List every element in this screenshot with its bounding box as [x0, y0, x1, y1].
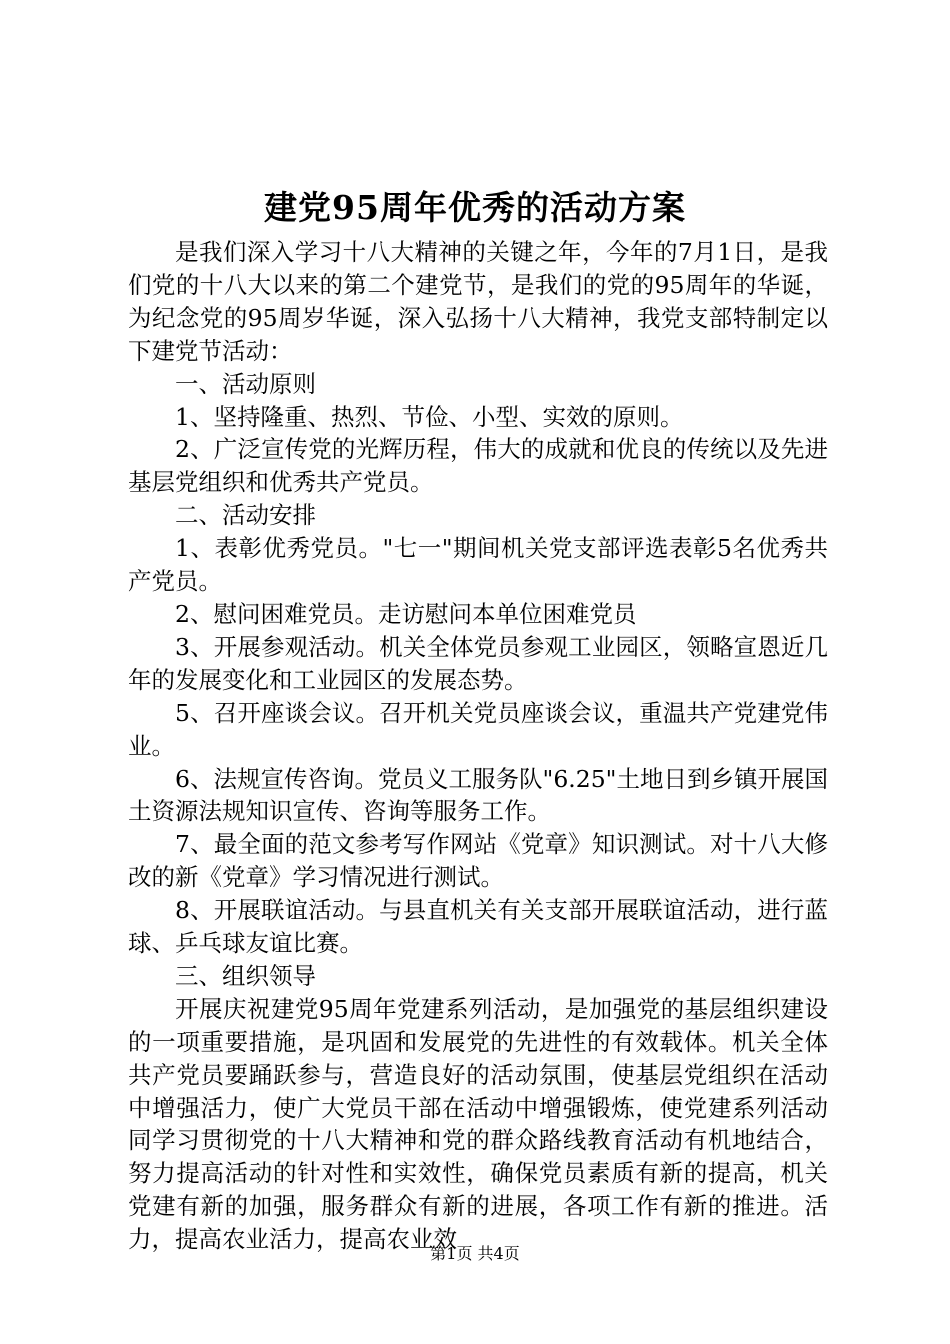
- paragraph-arrangement-7: 7、最全面的范文参考写作网站《党章》知识测试。对十八大修改的新《党章》学习情况进行测试。: [128, 830, 828, 892]
- document-body: [128, 236, 828, 1256]
- paragraph-arrangement-1: 1、表彰优秀党员。"七一"期间机关党支部评选表彰5名优秀共产党员。: [128, 534, 828, 596]
- paragraph-arrangement-5: 5、召开座谈会议。召开机关党员座谈会议，重温共产党建党伟业。: [128, 698, 828, 760]
- heading-organization-leadership: 三、组织领导: [175, 961, 316, 990]
- document-title: 建党95周年优秀的活动方案: [264, 188, 686, 227]
- paragraph-principle-1: 1、坚持隆重、热烈、节俭、小型、实效的原则。: [175, 402, 684, 431]
- paragraph-principle-2: 2、广泛宣传党的光辉历程，伟大的成就和优良的传统以及先进基层党组织和优秀共产党员。: [128, 435, 828, 497]
- paragraph-arrangement-3: 3、开展参观活动。机关全体党员参观工业园区，领略宣恩近几年的发展变化和工业园区的发展态势。: [128, 632, 828, 694]
- heading-activity-principles: 一、活动原则: [175, 369, 316, 398]
- paragraph-arrangement-2: 2、慰问困难党员。走访慰问本单位困难党员: [175, 599, 637, 628]
- paragraph-arrangement-6: 6、法规宣传咨询。党员义工服务队"6.25"土地日到乡镇开展国土资源法规知识宣传、咨询等服务工作。: [128, 764, 828, 826]
- heading-activity-arrangement: 二、活动安排: [175, 501, 316, 530]
- page-number-footer: 第1页 共4页: [430, 1244, 520, 1263]
- paragraph-organization: 开展庆祝建党95周年党建系列活动，是加强党的基层组织建设的一项重要措施，是巩固和发展党的先进性的有效载体。机关全体共产党员要踊跃参与，营造良好的活动氛围，使基层党组织在活动中增强活力，使广大党员干部在活动中增强锻炼，使党建系列活动同学习贯彻党的十八大精神和党的群众路线教育活动有机地结合，努力提高活动的针对性和实效性，确保党员素质有新的提高，机关党建有新的加强，服务群众有新的进展，各项工作有新的推进。活力，提高农业活力，提高农业效: [128, 994, 828, 1254]
- paragraph-arrangement-8: 8、开展联谊活动。与县直机关有关支部开展联谊活动，进行蓝球、乒乓球友谊比赛。: [128, 896, 828, 958]
- paragraph-intro: 是我们深入学习十八大精神的关键之年，今年的7月1日，是我们党的十八大以来的第二个建党节，是我们的党的95周年的华诞，为纪念党的95周岁华诞，深入弘扬十八大精神，我党支部特制定以下建党节活动：: [128, 238, 828, 365]
